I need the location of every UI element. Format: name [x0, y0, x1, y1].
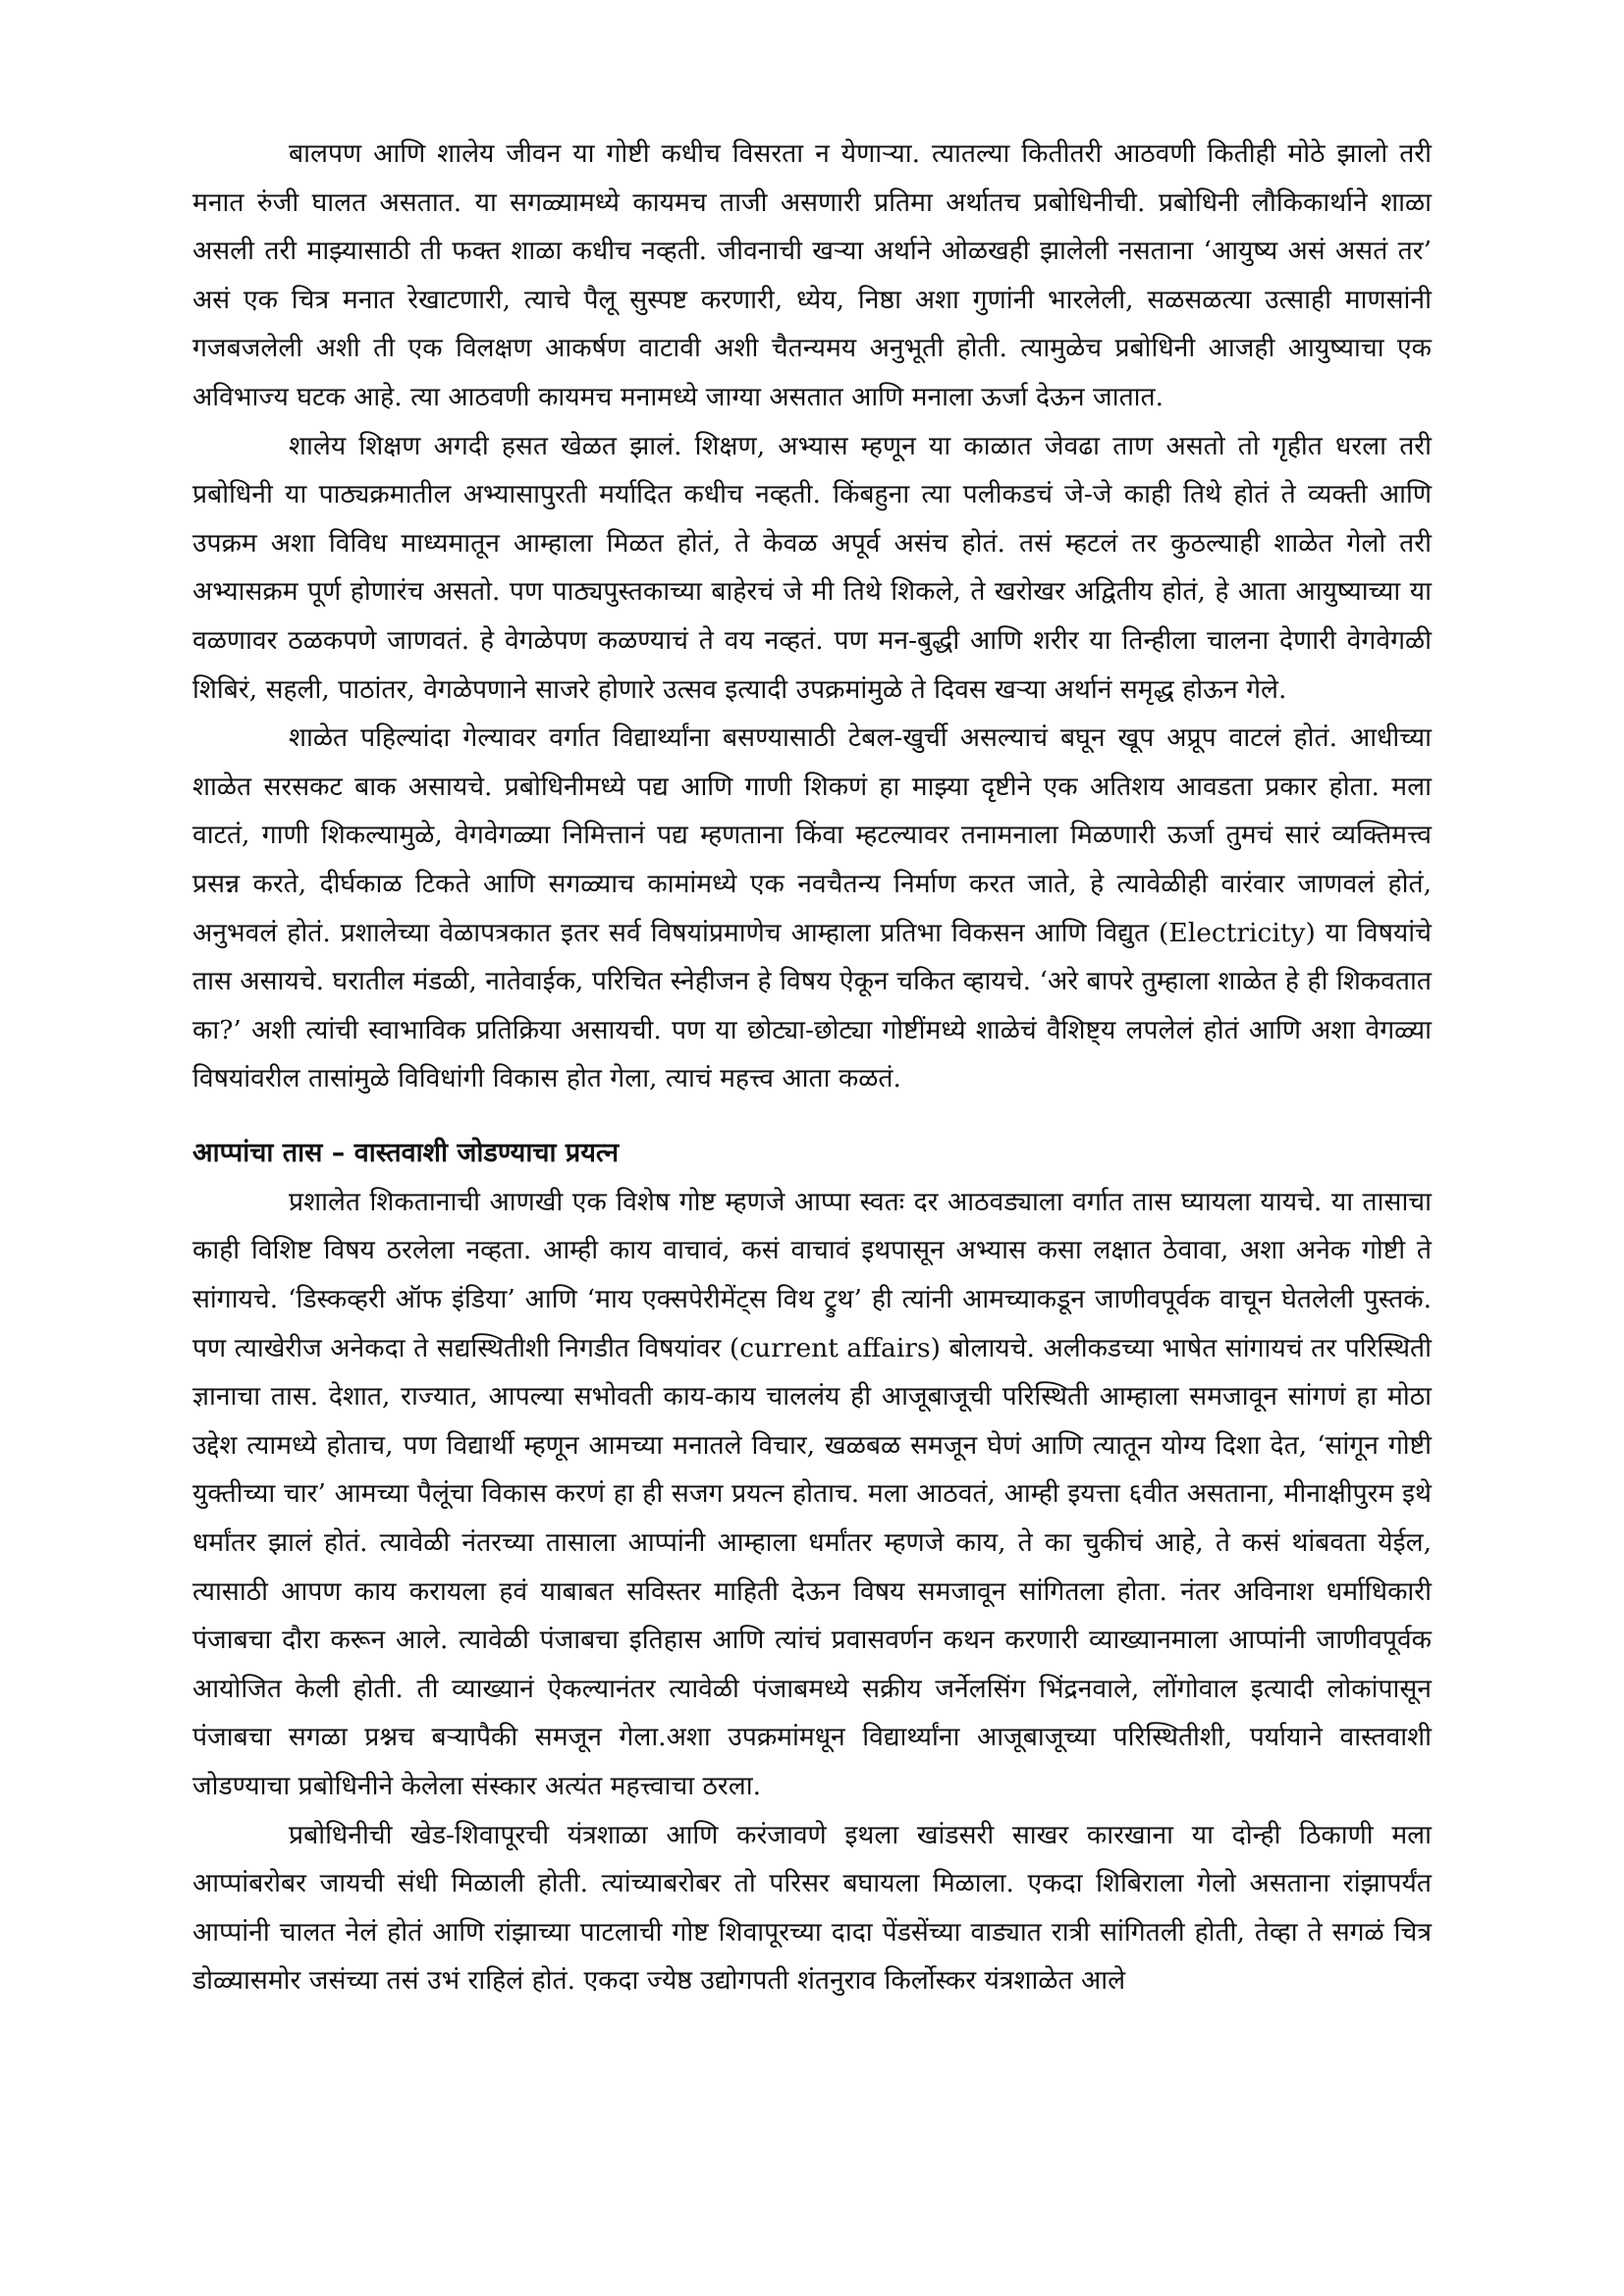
- paragraph-school-education: शालेय शिक्षण अगदी हसत खेळत झालं. शिक्षण, अभ्यास म्हणून या काळात जेवढा ताण असतो तो गृहीत धरला तरी प्रबोधिनी या पाठ्यक्रमातील अभ्यासापुरती मर्यादित कधीच नव्हती. किंबहुना त्या पलीकडचं जे-जे काही तिथे होतं ते व्यक्ती आणि उपक्रम अशा विविध माध्यमातून आम्हाला मिळत होतं, ते केवळ अपूर्व असंच होतं. तसं म्हटलं तर कुठल्याही शाळेत गेलो तरी अभ्यासक्रम पूर्ण होणारंच असतो. पण पाठ्यपुस्तकाच्या बाहेरचं जे मी तिथे शिकले, ते खरोखर अद्वितीय होतं, हे आता आयुष्याच्या या वळणावर ठळकपणे जाणवतं. हे वेगळेपण कळण्याचं ते वय नव्हतं. पण मन-बुद्धी आणि शरीर या तिन्हीला चालना देणारी वेगवेगळी शिबिरं, सहली, पाठांतर, वेगळेपणाने साजरे होणारे उत्सव इत्यादी उपक्रमांमुळे ते दिवस खऱ्या अर्थानं समृद्ध होऊन गेले.: [192, 430, 1432, 705]
- document-body: [192, 130, 1432, 2005]
- paragraph-childhood-memories: बालपण आणि शालेय जीवन या गोष्टी कधीच विसरता न येणाऱ्या. त्यातल्या कितीतरी आठवणी कितीही मोठे झालो तरी मनात रुंजी घालत असतात. या सगळ्यामध्ये कायमच ताजी असणारी प्रतिमा अर्थातच प्रबोधिनीची. प्रबोधिनी लौकिकार्थाने शाळा असली तरी माझ्यासाठी ती फक्त शाळा कधीच नव्हती. जीवनाची खऱ्या अर्थाने ओळखही झालेली नसताना ‘आयुष्य असं असतं तर’ असं एक चित्र मनात रेखाटणारी, त्याचे पैलू सुस्पष्ट करणारी, ध्येय, निष्ठा अशा गुणांनी भारलेली, सळसळत्या उत्साही माणसांनी गजबजलेली अशी ती एक विलक्षण आकर्षण वाटावी अशी चैतन्यमय अनुभूती होती. त्यामुळेच प्रबोधिनी आजही आयुष्याचा एक अविभाज्य घटक आहे. त्या आठवणी कायमच मनामध्ये जाग्या असतात आणि मनाला ऊर्जा देऊन जातात.: [192, 138, 1432, 412]
- paragraph-appa-class: प्रशालेत शिकतानाची आणखी एक विशेष गोष्ट म्हणजे आप्पा स्वतः दर आठवड्याला वर्गात तास घ्यायला यायचे. या तासाचा काही विशिष्ट विषय ठरलेला नव्हता. आम्ही काय वाचावं, कसं वाचावं इथपासून अभ्यास कसा लक्षात ठेवावा, अशा अनेक गोष्टी ते सांगायचे. ‘डिस्कव्हरी ऑफ इंडिया’ आणि ‘माय एक्सपेरीमेंट्स विथ ट्रुथ’ ही त्यांनी आमच्याकडून जाणीवपूर्वक वाचून घेतलेली पुस्तकं. पण त्याखेरीज अनेकदा ते सद्यस्थितीशी निगडीत विषयांवर (current affairs) बोलायचे. अलीकडच्या भाषेत सांगायचं तर परिस्थिती ज्ञानाचा तास. देशात, राज्यात, आपल्या सभोवती काय-काय चाललंय ही आजूबाजूची परिस्थिती आम्हाला समजावून सांगणं हा मोठा उद्देश त्यामध्ये होताच, पण विद्यार्थी म्हणून आमच्या मनातले विचार, खळबळ समजून घेणं आणि त्यातून योग्य दिशा देत, ‘सांगून गोष्टी युक्तीच्या चार’ आमच्या पैलूंचा विकास करणं हा ही सजग प्रयत्न होताच. मला आठवतं, आम्ही इयत्ता ६वीत असताना, मीनाक्षीपुरम इथे धर्मांतर झालं होतं. त्यावेळी नंतरच्या तासाला आप्पांनी आम्हाला धर्मांतर म्हणजे काय, ते का चुकीचं आहे, ते कसं थांबवता येईल, त्यासाठी आपण काय करायला हवं याबाबत सविस्तर माहिती देऊन विषय समजावून सांगितला होता. नंतर अविनाश धर्माधिकारी पंजाबचा दौरा करून आले. त्यावेळी पंजाबचा इतिहास आणि त्यांचं प्रवासवर्णन कथन करणारी व्याख्यानमाला आप्पांनी जाणीवपूर्वक आयोजित केली होती. ती व्याख्यानं ऐकल्यानंतर त्यावेळी पंजाबमध्ये सक्रीय जर्नेलसिंग भिंद्रनवाले, लोंगोवाल इत्यादी लोकांपासून पंजाबचा सगळा प्रश्नच बऱ्यापैकी समजून गेला.अशा उपक्रमांमधून विद्यार्थ्यांना आजूबाजूच्या परिस्थितीशी, पर्यायाने वास्तवाशी जोडण्याचा प्रबोधिनीने केलेला संस्कार अत्यंत महत्त्वाचा ठरला.: [192, 1186, 1433, 1801]
- paragraph-khed-shivapur: प्रबोधिनीची खेड-शिवापूरची यंत्रशाळा आणि करंजावणे इथला खांडसरी साखर कारखाना या दोन्ही ठिकाणी मला आप्पांबरोबर जायची संधी मिळाली होती. त्यांच्याबरोबर तो परिसर बघायला मिळाला. एकदा शिबिराला गेलो असताना रांझापर्यंत आप्पांनी चालत नेलं होतं आणि रांझाच्या पाटलाची गोष्ट शिवापूरच्या दादा पेंडसेंच्या वाड्यात रात्री सांगितली होती, तेव्हा ते सगळं चित्र डोळ्यासमोर जसंच्या तसं उभं राहिलं होतं. एकदा ज्येष्ठ उद्योगपती शंतनुराव किर्लोस्कर यंत्रशाळेत आले: [192, 1819, 1432, 1997]
- paragraph-first-day-school: शाळेत पहिल्यांदा गेल्यावर वर्गात विद्यार्थ्यांना बसण्यासाठी टेबल-खुर्ची असल्याचं बघून खूप अप्रूप वाटलं होतं. आधीच्या शाळेत सरसकट बाक असायचे. प्रबोधिनीमध्ये पद्य आणि गाणी शिकणं हा माझ्या दृष्टीने एक अतिशय आवडता प्रकार होता. मला वाटतं, गाणी शिकल्यामुळे, वेगवेगळ्या निमित्तानं पद्य म्हणताना किंवा म्हटल्यावर तनामनाला मिळणारी ऊर्जा तुमचं सारं व्यक्तिमत्त्व प्रसन्न करते, दीर्घकाळ टिकते आणि सगळ्याच कामांमध्ये एक नवचैतन्य निर्माण करत जाते, हे त्यावेळीही वारंवार जाणवलं होतं, अनुभवलं होतं. प्रशालेच्या वेळापत्रकात इतर सर्व विषयांप्रमाणेच आम्हाला प्रतिभा विकसन आणि विद्युत (Electricity) या विषयांचे तास असायचे. घरातील मंडळी, नातेवाईक, परिचित स्नेहीजन हे विषय ऐकून चकित व्हायचे. ‘अरे बापरे तुम्हाला शाळेत हे ही शिकवतात का?’ अशी त्यांची स्वाभाविक प्रतिक्रिया असायची. पण या छोट्या-छोट्या गोष्टींमध्ये शाळेचं वैशिष्ट्य लपलेलं होतं आणि अशा वेगळ्या विषयांवरील तासांमुळे विविधांगी विकास होत गेला, त्याचं महत्त्व आता कळतं.: [192, 722, 1432, 1095]
- section-heading: आप्पांचा तास – वास्तवाशी जोडण्याचा प्रयत्न: [192, 1137, 620, 1168]
